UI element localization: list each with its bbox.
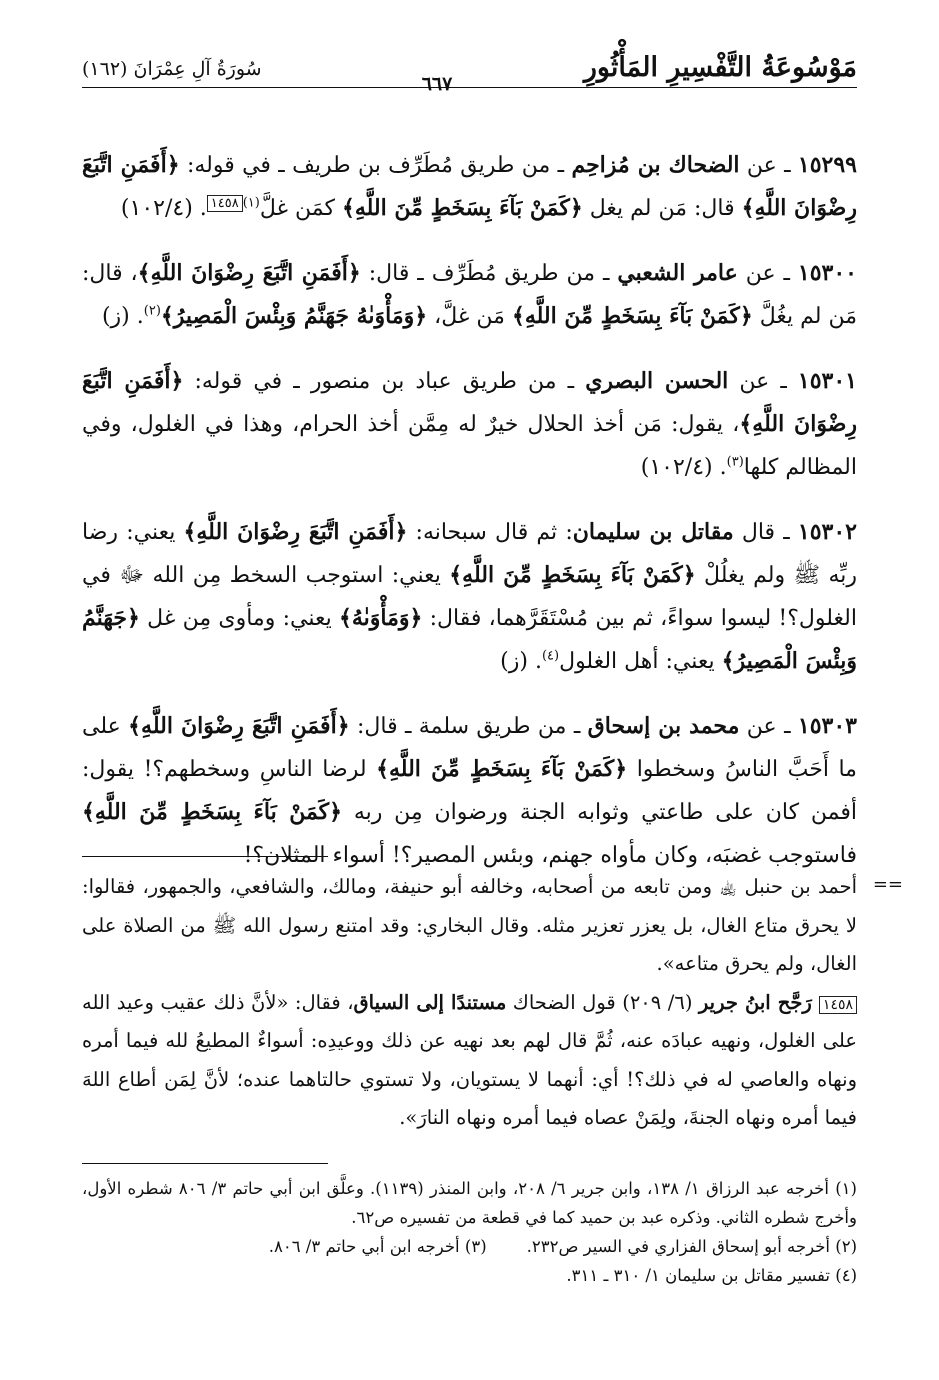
book-title: مَوْسُوعَةُ التَّفْسِيرِ المَأْثُورِ — [583, 52, 857, 83]
entry-15302 — [82, 511, 857, 683]
entry-source: . (١٠٢/٤) — [640, 455, 727, 480]
entry-text: يعني: استوجب السخط مِن الله ﷻ في الغلول؟! ليسوا سواءً، ثم بين مُسْتَقَرَّهما، فقال: — [82, 563, 857, 631]
footnote-ref[interactable]: (١) — [242, 195, 260, 211]
quran-quote: ﴿جَهَنَّمُ وَبِئْسَ الْمَصِيرُ﴾ — [82, 605, 857, 674]
commentary-bold: رَجَّح ابنُ جرير — [698, 990, 819, 1014]
footnote-row — [82, 1232, 857, 1261]
entry-text: : ثم قال سبحانه: — [407, 520, 573, 545]
entry-text: ، قال: مَن لم يغُلَّ — [82, 261, 857, 329]
entry-text: ـ من طريق عباد بن منصور ـ في قوله: — [183, 369, 586, 394]
commentary-divider — [82, 856, 328, 857]
quran-quote: ﴿أَفَمَنِ اتَّبَعَ رِضْوَانَ اللَّهِ﴾ — [82, 368, 857, 437]
entry-text: ـ قال — [733, 520, 798, 545]
quran-quote: ﴿أَفَمَنِ اتَّبَعَ رِضْوَانَ اللَّهِ﴾ — [183, 519, 408, 545]
commentary-section — [82, 868, 903, 1138]
entry-source: . (١٠٢/٤) — [120, 196, 207, 221]
entry-number: ١٥٣٠٠ — [797, 260, 857, 286]
footnote-2: (٢) أخرجه أبو إسحاق الفزاري في السير ص٢٣٢. — [526, 1237, 857, 1256]
footnotes-section — [82, 1174, 857, 1290]
commentary-bold: مستندًا إلى السياق — [353, 990, 507, 1014]
page-number: ٦٦٧ — [416, 73, 459, 95]
quran-quote: ﴿كَمَنْ بَآءَ بِسَخَطٍ مِّنَ اللَّهِ﴾ — [511, 303, 753, 329]
entry-text: فاستوجب غضبَه، وكان مأواه جهنم، وبئس المصير؟! أسواء المثلان؟! — [243, 843, 857, 868]
commentary-paragraph-1458 — [82, 984, 857, 1138]
footnote-4: (٤) تفسير مقاتل بن سليمان ١/ ٣١٠ ـ ٣١١. — [566, 1266, 857, 1285]
commentary-text: ، فقال: «لأنَّ ذلك عقيب وعيد الله على الغلول، ونهيه عبادَه عنه، ثُمَّ قال لهم بعد نهيه عن ذلك ووعيدِه: أسواءٌ المطيعُ لله فيما أمره ونهاه والعاصي له في ذلك؟! أي: أنهما لا يستويان، ولا تستوي حالتاهما عنده؛ لأنَّ لِمَن أطاع اللهَ فيما أمره ونهاه الجنةَ، ولِمَنْ عصاه فيما أمره ونهاه النارَ». — [82, 990, 857, 1129]
entry-number: ١٥٣٠٢ — [797, 519, 857, 545]
entry-15299: ١٥٢٩٩ ـ عن الضحاك بن مُزاحِم ـ من طريق مُطَرِّف بن طريف ـ في قوله: ﴿أَفَمَنِ اتَّبَعَ رِضْوَانَ اللَّهِ﴾ قال: مَن لم يغل ﴿كَمَنْ بَآءَ بِسَخَطٍ مِّنَ اللَّهِ﴾ كمَن غلَّ$^{(١)}$١٤٥٨. (١٠٢/٤) — [82, 152, 857, 221]
narrator-name: محمد بن إسحاق — [587, 713, 740, 739]
entry-15303: ١٥٣٠٣ ـ عن محمد بن إسحاق ـ من طريق سلمة ـ قال: ﴿أَفَمَنِ اتَّبَعَ رِضْوَانَ اللَّهِ﴾ على ما أَحَبَّ الناسُ وسخطوا ﴿كَمَنْ بَآءَ بِسَخَطٍ مِّنَ اللَّهِ﴾ لرضا الناسِ وسخطهم؟! يقول: أفمن كان على طاعتي وثوابه الجنة ورضوان مِن ربه ﴿كَمَنْ بَآءَ بِسَخَطٍ مِّنَ اللَّهِ﴾ فاستوجب غضبَه، وكان مأواه جهنم، وبئس المصير؟! أسواء المثلان؟! — [82, 713, 857, 868]
entry-text: قال: مَن لم يغل — [582, 196, 742, 221]
entry-source: . (ز) — [101, 304, 144, 329]
commentary-paragraph: أحمد بن حنبل ﵀ ومن تابعه من أصحابه، وخالفه أبو حنيفة، ومالك، والشافعي، والجمهور، فقالوا: لا يحرق متاع الغال، بل يعزر تعزير مثله. وقال البخاري: وقد امتنع رسول الله ﷺ من الصلاة على الغال، ولم يحرق متاعه». — [82, 875, 857, 975]
quran-quote: ﴿كَمَنْ بَآءَ بِسَخَطٍ مِّنَ اللَّهِ﴾ — [376, 756, 628, 782]
footnotes-divider — [82, 1163, 328, 1164]
entry-text: يعني: رضا ربِّه ﷺ ولم يغلُلْ — [82, 520, 857, 588]
entry-number: ١٥٣٠٣ — [797, 713, 857, 739]
entry-text: كمَن غلَّ — [259, 196, 342, 221]
quran-quote: ﴿كَمَنْ بَآءَ بِسَخَطٍ مِّنَ اللَّهِ﴾ — [341, 195, 583, 221]
entry-text: ، يقول: مَن أخذ الحلال خيرٌ له مِمَّن أخذ الحرام، وهذا في الغلول، وفي المظالم كلها — [82, 412, 857, 480]
entry-text: يعني: أهل الغلول — [559, 649, 722, 674]
entry-15301: ١٥٣٠١ ـ عن الحسن البصري ـ من طريق عباد بن منصور ـ في قوله: ﴿أَفَمَنِ اتَّبَعَ رِضْوَانَ اللَّهِ﴾، يقول: مَن أخذ الحلال خيرٌ له مِمَّن أخذ الحرام، وهذا في الغلول، وفي المظالم كلها$^{(٣)}$. (١٠٢/٤) — [82, 368, 857, 480]
continuation-mark: == — [872, 874, 903, 895]
main-text — [82, 122, 857, 877]
quran-quote: ﴿وَمَأْوَىٰهُ جَهَنَّمُ وَبِئْسَ الْمَصِيرُ﴾ — [160, 303, 428, 329]
footnote-ref[interactable]: (٣) — [726, 454, 744, 470]
header-rule — [82, 87, 857, 88]
surah-label: سُورَةُ آلِ عِمْرَانَ (١٦٢) — [82, 58, 262, 80]
entry-text: لرضا الناسِ وسخطهم؟! يقول: أفمن كان على طاعتي وثوابه الجنة ورضوان مِن ربه — [82, 757, 857, 825]
footnote-3: (٣) أخرجه ابن أبي حاتم ٣/ ٨٠٦. — [268, 1237, 487, 1256]
commentary-ref-box[interactable]: ١٤٥٨ — [207, 195, 243, 212]
quran-quote: ﴿وَمَأْوَىٰهُ﴾ — [338, 605, 423, 631]
quran-quote: ﴿كَمَنْ بَآءَ بِسَخَطٍ مِّنَ اللَّهِ﴾ — [82, 799, 343, 825]
narrator-name: الحسن البصري — [585, 368, 729, 394]
narrator-name: مقاتل بن سليمان — [572, 519, 734, 545]
commentary-number-box: ١٤٥٨ — [819, 996, 857, 1014]
entry-number: ١٥٣٠١ — [797, 368, 857, 394]
entry-text: ـ من طريق سلمة ـ قال: — [349, 714, 588, 739]
entry-text: ـ من طريق مُطَرِّف ـ قال: — [360, 261, 618, 286]
entry-text: ـ من طريق مُطَرِّف بن طريف ـ في قوله: — [179, 153, 572, 178]
quran-quote: ﴿أَفَمَنِ اتَّبَعَ رِضْوَانَ اللَّهِ﴾ — [128, 713, 350, 739]
footnote-1: (١) أخرجه عبد الرزاق ١/ ١٣٨، وابن جرير ٦/ ٢٠٨، وابن المنذر (١١٣٩). وعلَّق ابن أبي حاتم ٣/ ٨٠٦ شطره الأول، وأخرج شطره الثاني. وذكره عبد بن حميد كما في قطعة من تفسيره ص٦٢. — [82, 1179, 857, 1227]
entry-15300: ١٥٣٠٠ ـ عن عامر الشعبي ـ من طريق مُطَرِّف ـ قال: ﴿أَفَمَنِ اتَّبَعَ رِضْوَانَ اللَّهِ﴾، قال: مَن لم يغُلَّ ﴿كَمَنْ بَآءَ بِسَخَطٍ مِّنَ اللَّهِ﴾ مَن غلَّ، ﴿وَمَأْوَىٰهُ جَهَنَّمُ وَبِئْسَ الْمَصِيرُ﴾$^{(٢)}$. (ز) — [82, 260, 857, 329]
quran-quote: ﴿أَفَمَنِ اتَّبَعَ رِضْوَانَ اللَّهِ﴾ — [82, 152, 857, 221]
quran-quote: ﴿أَفَمَنِ اتَّبَعَ رِضْوَانَ اللَّهِ﴾ — [137, 260, 361, 286]
entry-text: مَن غلَّ، — [427, 304, 512, 329]
entry-source: . (ز) — [500, 649, 542, 674]
entry-text: على ما أَحَبَّ الناسُ وسخطوا — [82, 714, 857, 782]
footnote-ref[interactable]: (٤) — [541, 648, 560, 664]
narrator-name: عامر الشعبي — [617, 260, 738, 286]
quran-quote: ﴿كَمَنْ بَآءَ بِسَخَطٍ مِّنَ اللَّهِ﴾ — [449, 562, 696, 588]
entry-text: يعني: ومأوى مِن غل — [139, 606, 339, 631]
narrator-name: الضحاك بن مُزاحِم — [571, 152, 740, 178]
commentary-text: (٦/ ٢٠٩) قول الضحاك — [506, 990, 699, 1014]
entry-number: ١٥٢٩٩ — [797, 152, 857, 178]
footnote-ref[interactable]: (٢) — [143, 303, 161, 319]
